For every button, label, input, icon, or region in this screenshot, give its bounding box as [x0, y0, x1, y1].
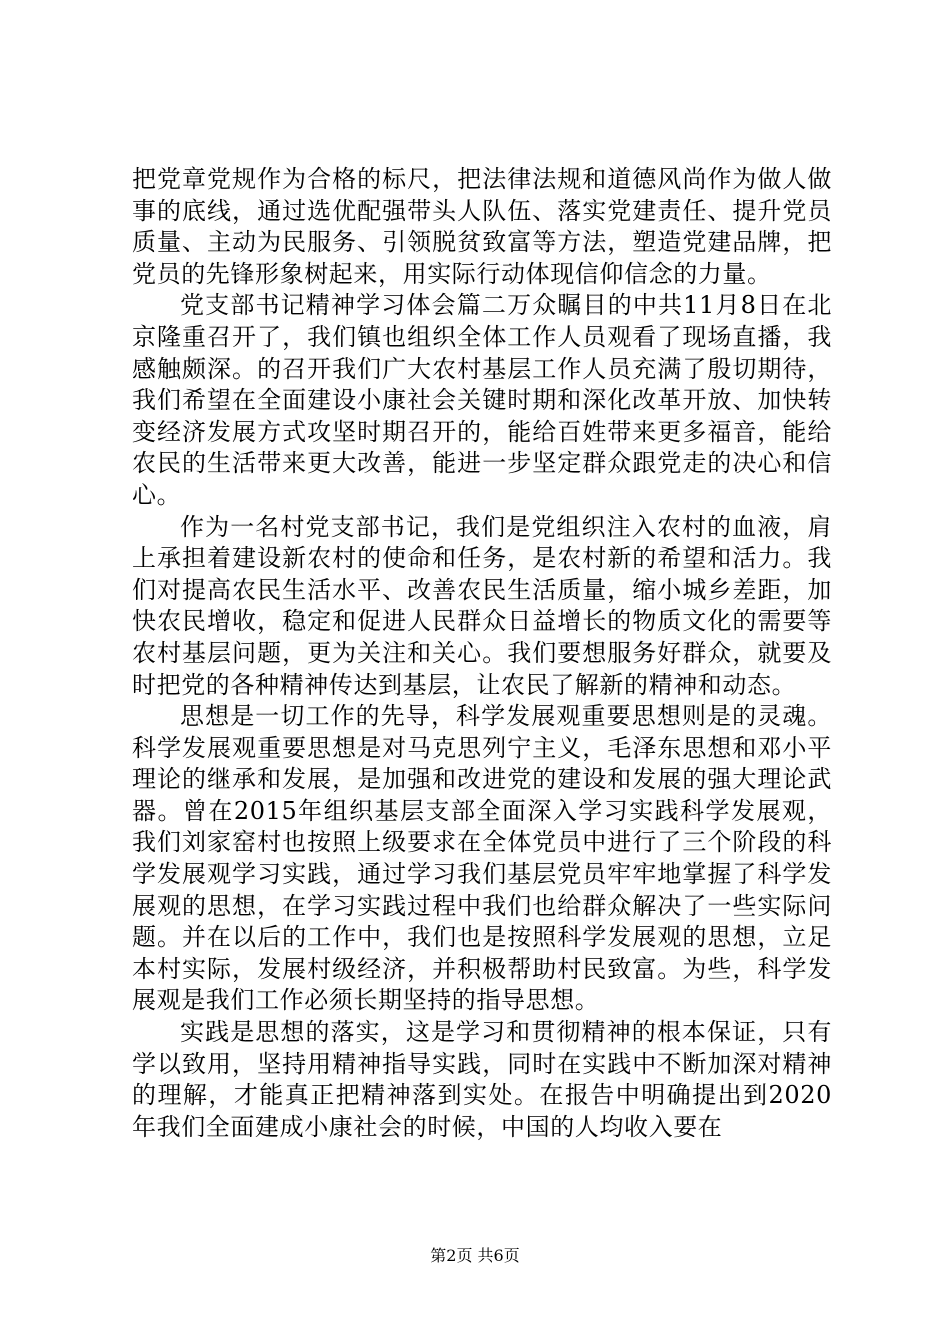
page-footer: 第2页 共6页 — [430, 1246, 520, 1265]
paragraph-3: 作为一名村党支部书记，我们是党组织注入农村的血液，肩上承担着建设新农村的使命和任务，是农村新的希望和活力。我们对提高农民生活水平、改善农民生活质量，缩小城乡差距，加快农民增收，稳定和促进人民群众日益增长的物质文化的需要等农村基层问题，更为关注和关心。我们要想服务好群众，就要及时把党的各种精神传达到基层，让农民了解新的精神和动态。 — [132, 512, 832, 699]
document-body — [132, 164, 832, 1143]
paragraph-1: 把党章党规作为合格的标尺，把法律法规和道德风尚作为做人做事的底线，通过选优配强带头人队伍、落实党建责任、提升党员质量、主动为民服务、引领脱贫致富等方法，塑造党建品牌，把党员的先锋形象树起来，用实际行动体现信仰信念的力量。 — [132, 165, 832, 288]
paragraph-5: 实践是思想的落实，这是学习和贯彻精神的根本保证，只有学以致用，坚持用精神指导实践，同时在实践中不断加深对精神的理解，才能真正把精神落到实处。在报告中明确提出到2020年我们全面建成小康社会的时候，中国的人均收入要在 — [132, 1018, 832, 1141]
paragraph-4: 思想是一切工作的先导，科学发展观重要思想则是的灵魂。科学发展观重要思想是对马克思列宁主义，毛泽东思想和邓小平理论的继承和发展，是加强和改进党的建设和发展的强大理论武器。曾在2015年组织基层支部全面深入学习实践科学发展观，我们刘家窑村也按照上级要求在全体党员中进行了三个阶段的科学发展观学习实践，通过学习我们基层党员牢牢地掌握了科学发展观的思想，在学习实践过程中我们也给群众解决了一些实际问题。并在以后的工作中，我们也是按照科学发展观的思想，立足本村实际，发展村级经济，并积极帮助村民致富。为些，科学发展观是我们工作必须长期坚持的指导思想。 — [132, 702, 832, 1015]
paragraph-2: 党支部书记精神学习体会篇二万众瞩目的中共11月8日在北京隆重召开了，我们镇也组织全体工作人员观看了现场直播，我感触颇深。的召开我们广大农村基层工作人员充满了殷切期待，我们希望在全面建设小康社会关键时期和深化改革开放、加快转变经济发展方式攻坚时期召开的，能给百姓带来更多福音，能给农民的生活带来更大改善，能进一步坚定群众跟党走的决心和信心。 — [132, 291, 832, 509]
